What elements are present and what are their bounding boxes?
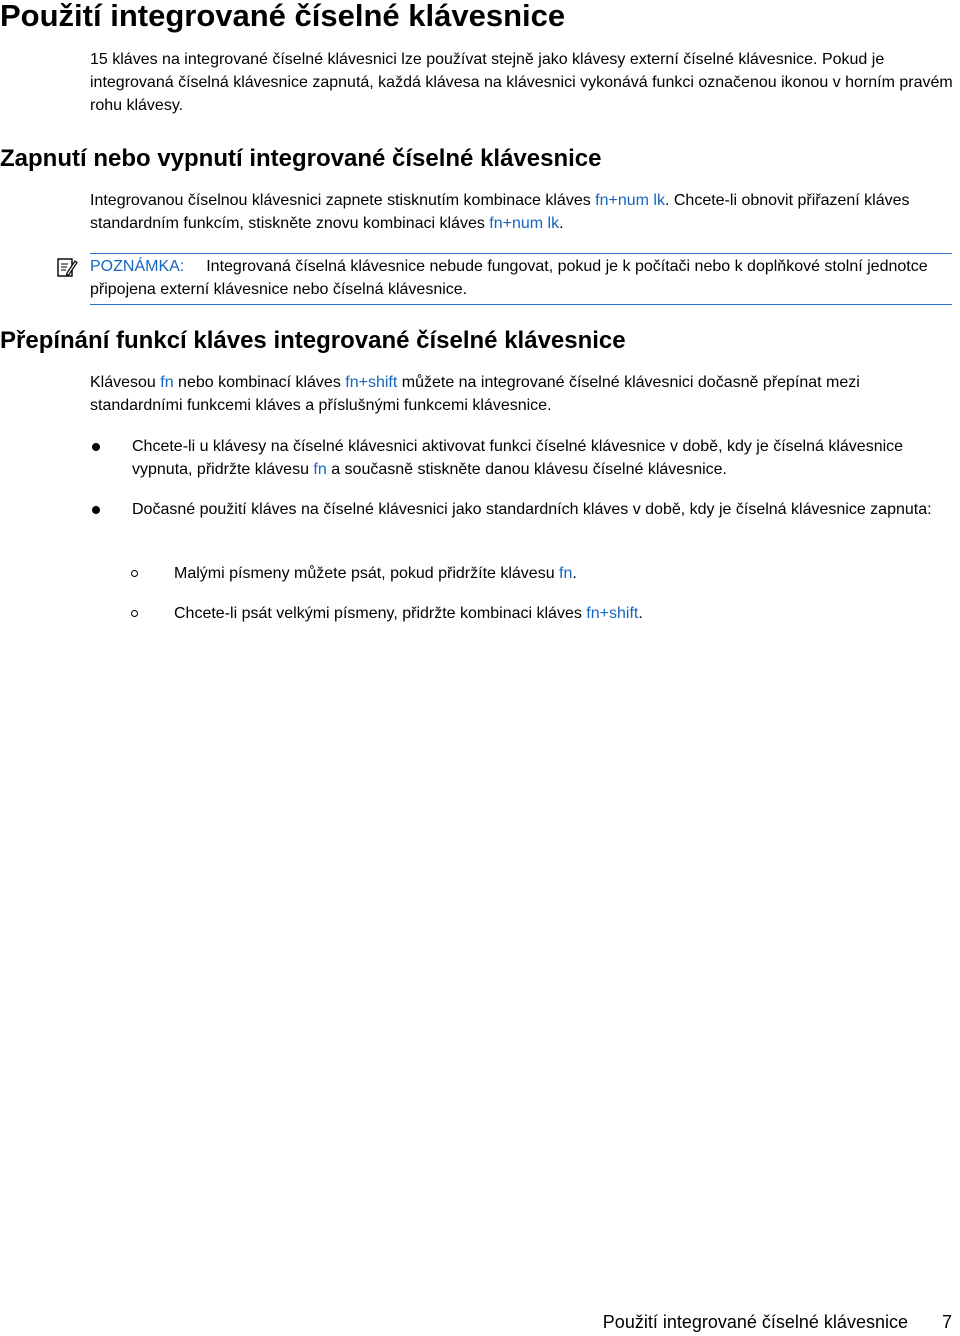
note-box: [90, 253, 952, 305]
note-label: POZNÁMKA:: [90, 258, 185, 275]
toggle-keypad-paragraph: [90, 189, 956, 235]
key-combination: fn+shift: [345, 374, 398, 391]
bullet-dot: [92, 506, 100, 514]
note-text: Integrovaná číselná klávesnice nebude fungovat, pokud je k počítači nebo k doplňkové stolní jednotce připojena externí klávesnice nebo číselná klávesnice.: [90, 258, 928, 298]
key-combination: fn+num lk: [489, 215, 560, 232]
key-name: fn: [313, 461, 327, 478]
text-run: nebo kombinací kláves: [173, 374, 346, 391]
key-name: fn: [160, 374, 174, 391]
text-run: Malými písmeny můžete psát, pokud přidržíte klávesu: [174, 565, 560, 582]
bullet-item: [132, 435, 956, 481]
page-footer: [603, 1311, 952, 1333]
switch-functions-paragraph: [90, 371, 956, 417]
footer-title: Použití integrované číselné klávesnice: [602, 1312, 908, 1332]
text-run: .: [638, 605, 643, 622]
sub-bullet-circle: [131, 610, 138, 617]
section-heading-switch-functions: Přepínání funkcí kláves integrované číselné klávesnice: [0, 327, 626, 354]
text-run: Chcete-li u klávesy na číselné klávesnici aktivovat funkci číselné klávesnice v době, kdy je číselná klávesnice vypnuta, přidržte klávesu: [132, 438, 904, 478]
intro-paragraph: 15 kláves na integrované číselné klávesnici lze používat stejně jako klávesy externí číselné klávesnice. Pokud je integrovaná číselná klávesnice zapnutá, každá klávesa na klávesnici vykonává funkci označenou ikonou v horním pravém rohu klávesy.: [90, 51, 953, 114]
text-run: . Chcete-li obnovit přiřazení kláves standardním funkcím, stiskněte znovu kombinaci kláves: [90, 192, 910, 232]
section-heading-toggle-keypad: Zapnutí nebo vypnutí integrované číselné klávesnice: [0, 145, 602, 172]
text-run: Klávesou: [90, 374, 161, 391]
page-number: 7: [941, 1312, 952, 1332]
text-run: Integrovanou číselnou klávesnici zapnete stisknutím kombinace kláves: [90, 192, 596, 209]
text-run: Chcete-li psát velkými písmeny, přidržte kombinaci kláves: [174, 605, 587, 622]
bullet-item: Dočasné použití kláves na číselné klávesnici jako standardních kláves v době, kdy je číselná klávesnice zapnuta:: [132, 501, 932, 518]
sub-bullet-item: [174, 562, 954, 585]
bullet-dot: [92, 443, 100, 451]
text-run: můžete na integrované číselné klávesnici dočasně přepínat mezi standardními funkcemi kláves a příslušnými funkcemi klávesnice.: [90, 374, 860, 414]
key-name: fn: [559, 565, 573, 582]
sub-bullet-item: [174, 602, 954, 625]
page-title: Použití integrované číselné klávesnice: [0, 0, 566, 33]
key-combination: fn+shift: [586, 605, 639, 622]
sub-bullet-circle: [131, 570, 138, 577]
key-combination: fn+num lk: [595, 192, 665, 209]
text-run: .: [572, 565, 577, 582]
text-run: a současně stiskněte danou klávesu číselné klávesnice.: [326, 461, 727, 478]
text-run: .: [559, 215, 564, 232]
note-pencil-icon: [56, 256, 78, 278]
